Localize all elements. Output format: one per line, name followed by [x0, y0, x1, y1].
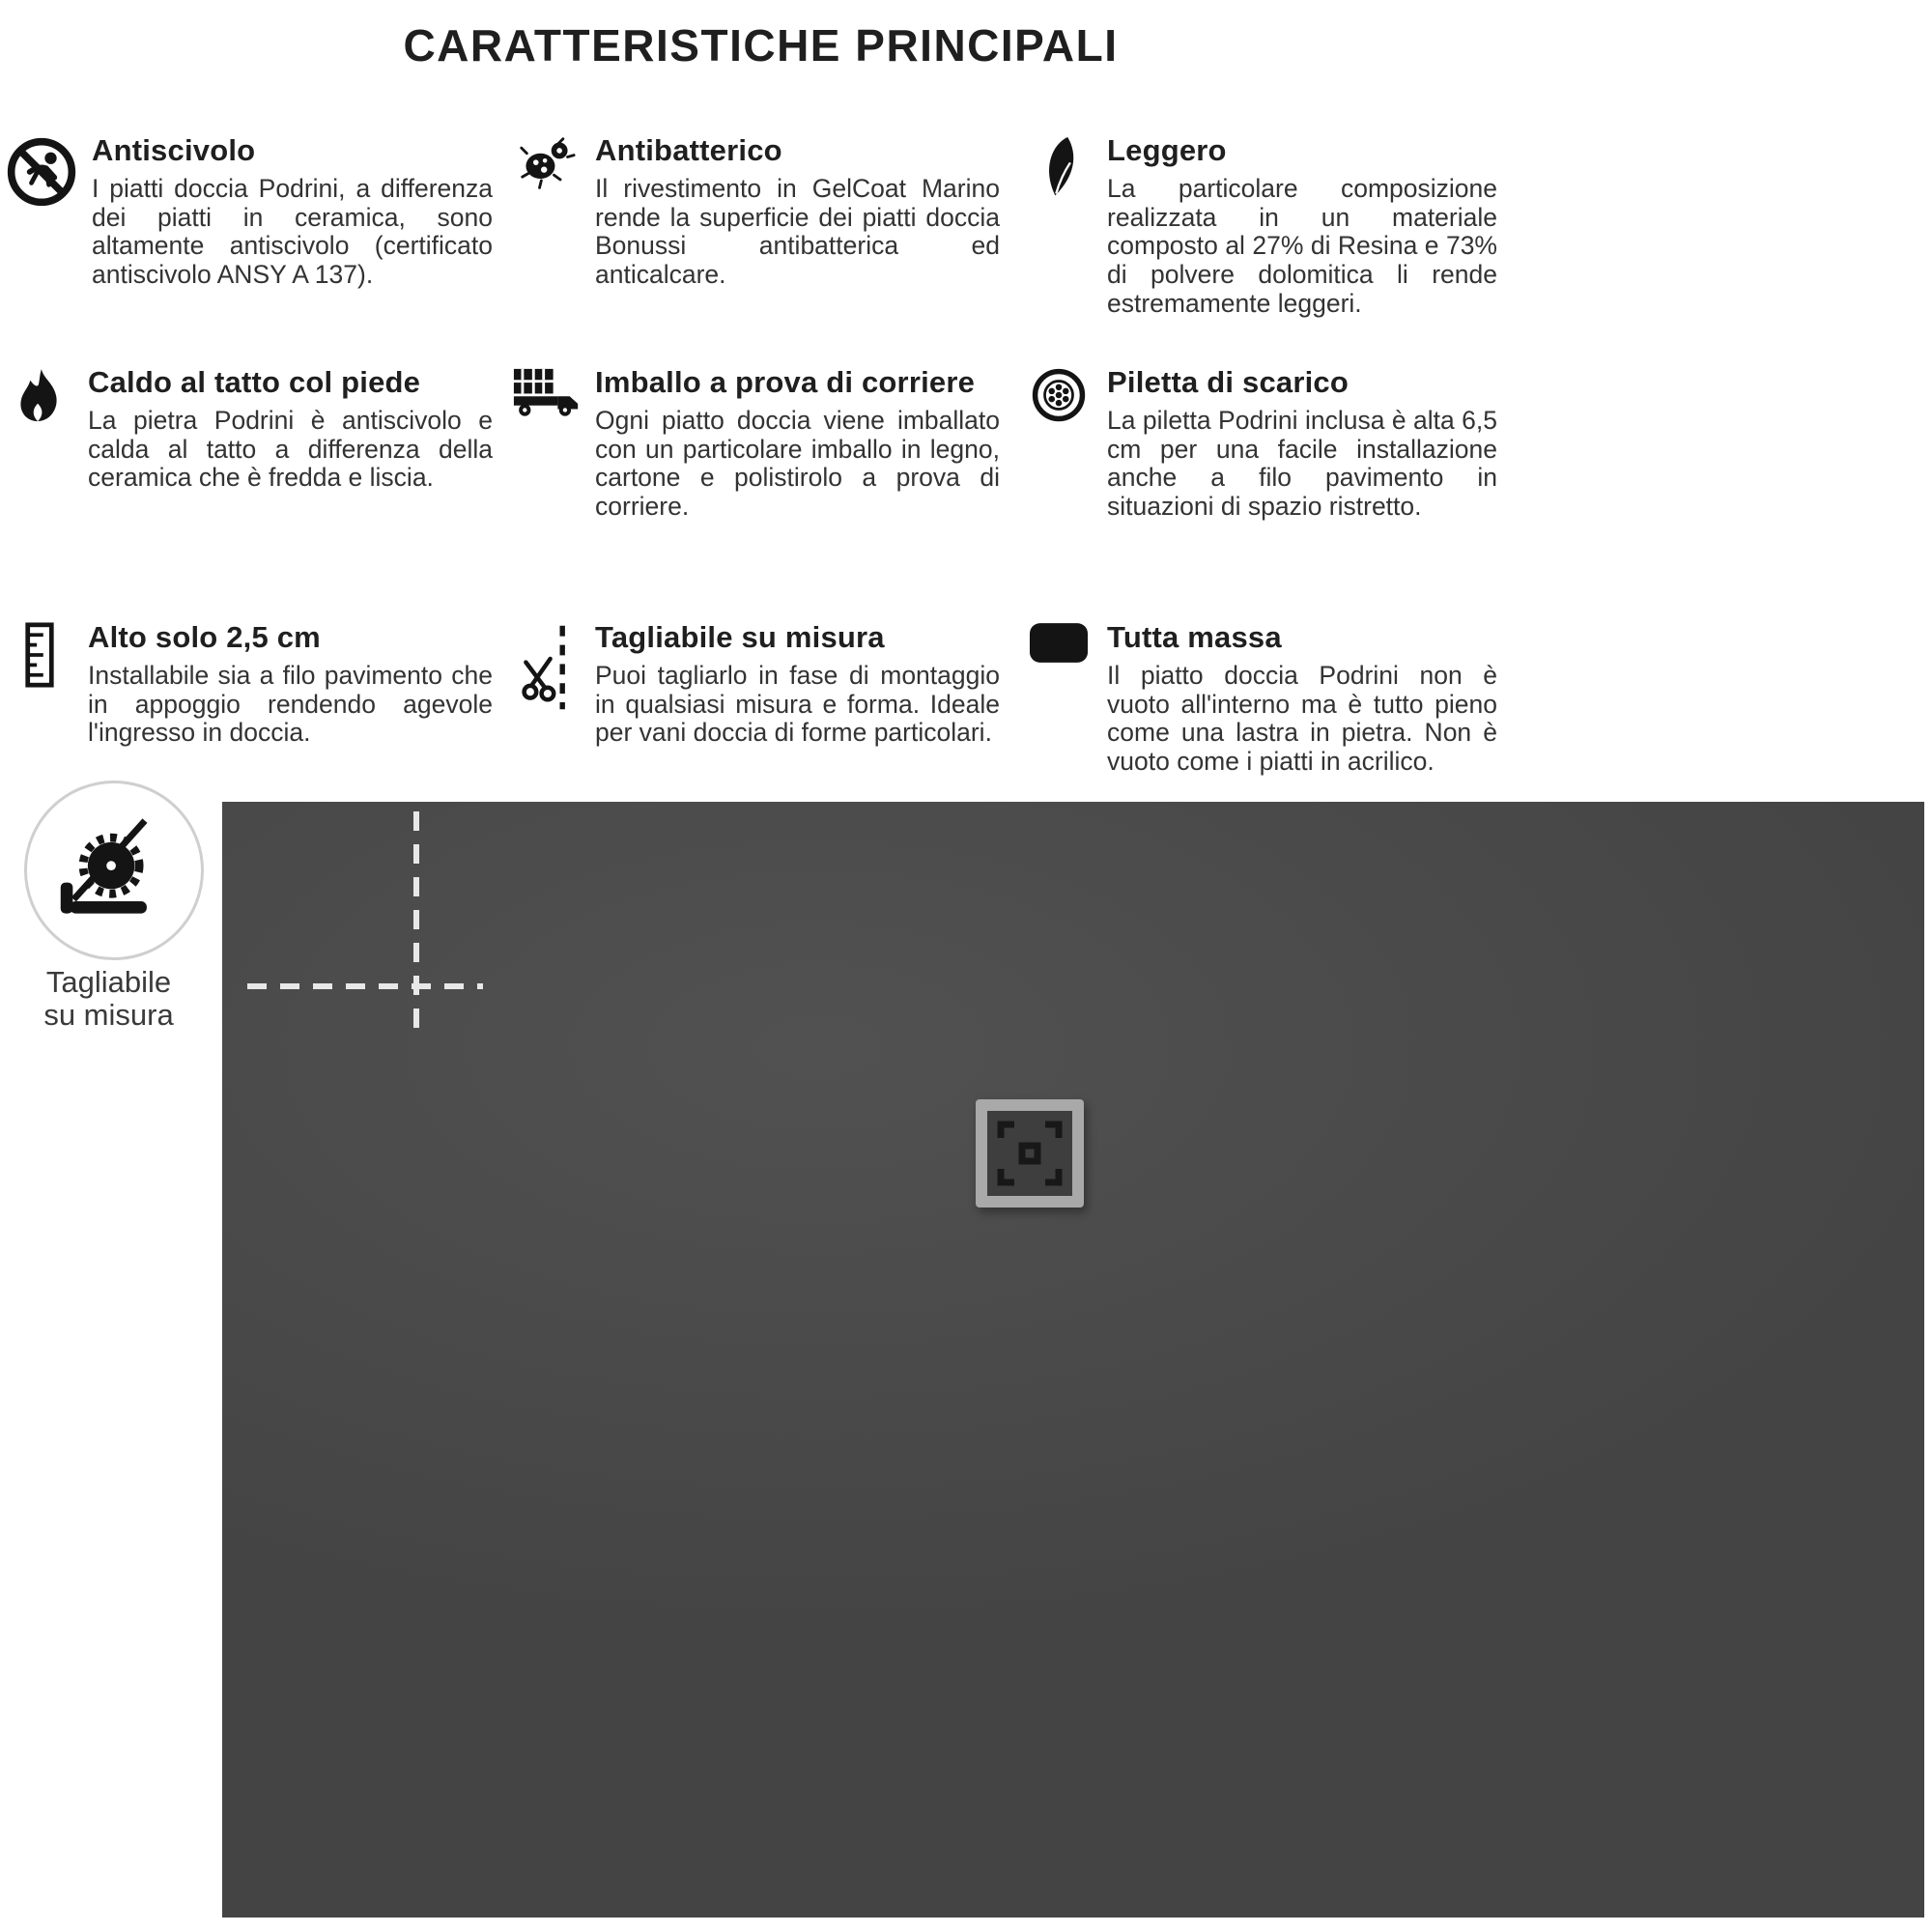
- feature-caldo-al-tatto: [5, 365, 493, 493]
- circular-saw-icon: [53, 810, 175, 931]
- feature-text: La particolare composizione realizzata in un materiale composto al 27% di Resina e 73% di polvere dolomitica li rende estremamente leggeri.: [1107, 174, 1497, 318]
- feature-content: [1107, 620, 1497, 777]
- feature-antiscivolo: [5, 133, 493, 290]
- feature-text: Il rivestimento in GelCoat Marino rende la superficie dei piatti doccia Bonussi antibatterica ed anticalcare.: [595, 174, 1000, 290]
- feature-text: Il piatto doccia Podrini non è vuoto all'interno ma è tutto pieno come una lastra in pietra. Non è vuoto come i piatti in acrilico.: [1107, 661, 1497, 777]
- drain-icon: [1024, 365, 1094, 423]
- feature-tutta-massa: [1024, 620, 1497, 777]
- feature-title: Caldo al tatto col piede: [88, 365, 421, 399]
- cut-to-size-badge: [24, 781, 204, 960]
- page-title: CARATTERISTICHE PRINCIPALI: [403, 20, 1119, 71]
- feature-alto-25cm: [5, 620, 493, 748]
- no-slip-icon: [5, 133, 78, 209]
- feature-imballo: [512, 365, 1000, 522]
- feature-leggero: [1024, 133, 1497, 318]
- feature-title: Leggero: [1107, 133, 1227, 167]
- feature-text: Ogni piatto doccia viene imballato con un particolare imballo in legno, cartone e polistirolo a prova di corriere.: [595, 406, 1000, 522]
- feature-text: I piatti doccia Podrini, a differenza dei piatti in ceramica, sono altamente antiscivolo (certificato antiscivolo ANSY A 137).: [92, 174, 493, 290]
- flame-icon: [5, 365, 74, 427]
- feature-title: Tagliabile su misura: [595, 620, 885, 654]
- feature-content: [88, 365, 493, 493]
- feature-antibatterico: [512, 133, 1000, 290]
- bacteria-icon: [512, 133, 582, 193]
- feature-text: Installabile sia a filo pavimento che in appoggio rendendo agevole l'ingresso in doccia.: [88, 661, 493, 748]
- feature-text: La pietra Podrini è antiscivolo e calda al tatto a differenza della ceramica che è fredda e liscia.: [88, 406, 493, 493]
- feature-title: Imballo a prova di corriere: [595, 365, 976, 399]
- feature-content: [595, 365, 1000, 522]
- solid-mass-icon: [1024, 620, 1094, 664]
- cut-line-horizontal: [247, 983, 483, 989]
- feather-icon: [1024, 133, 1094, 199]
- feature-text: Puoi tagliarlo in fase di montaggio in qualsiasi misura e forma. Ideale per vani doccia di forme particolari.: [595, 661, 1000, 748]
- feature-content: [88, 620, 493, 748]
- feature-content: [595, 133, 1000, 290]
- feature-tagliabile: [512, 620, 1000, 748]
- tray-drain-cover: [974, 1097, 1086, 1209]
- cut-line-vertical: [413, 811, 419, 1028]
- feature-title: Tutta massa: [1107, 620, 1282, 654]
- feature-title: Antiscivolo: [92, 133, 256, 167]
- shower-tray-image: [222, 802, 1924, 1918]
- feature-content: [1107, 365, 1497, 522]
- feature-text: La piletta Podrini inclusa è alta 6,5 cm per una facile installazione anche a filo pavimento in situazioni di spazio ristretto.: [1107, 406, 1497, 522]
- truck-boxes-icon: [512, 365, 582, 418]
- feature-title: Piletta di scarico: [1107, 365, 1349, 399]
- feature-title: Alto solo 2,5 cm: [88, 620, 321, 654]
- feature-content: [1107, 133, 1497, 318]
- feature-content: [92, 133, 493, 290]
- feature-title: Antibatterico: [595, 133, 782, 167]
- feature-content: [595, 620, 1000, 748]
- feature-piletta: [1024, 365, 1497, 522]
- cut-to-size-label: Tagliabile su misura: [43, 965, 174, 1033]
- ruler-icon: [5, 620, 74, 688]
- scissors-icon: [512, 620, 582, 713]
